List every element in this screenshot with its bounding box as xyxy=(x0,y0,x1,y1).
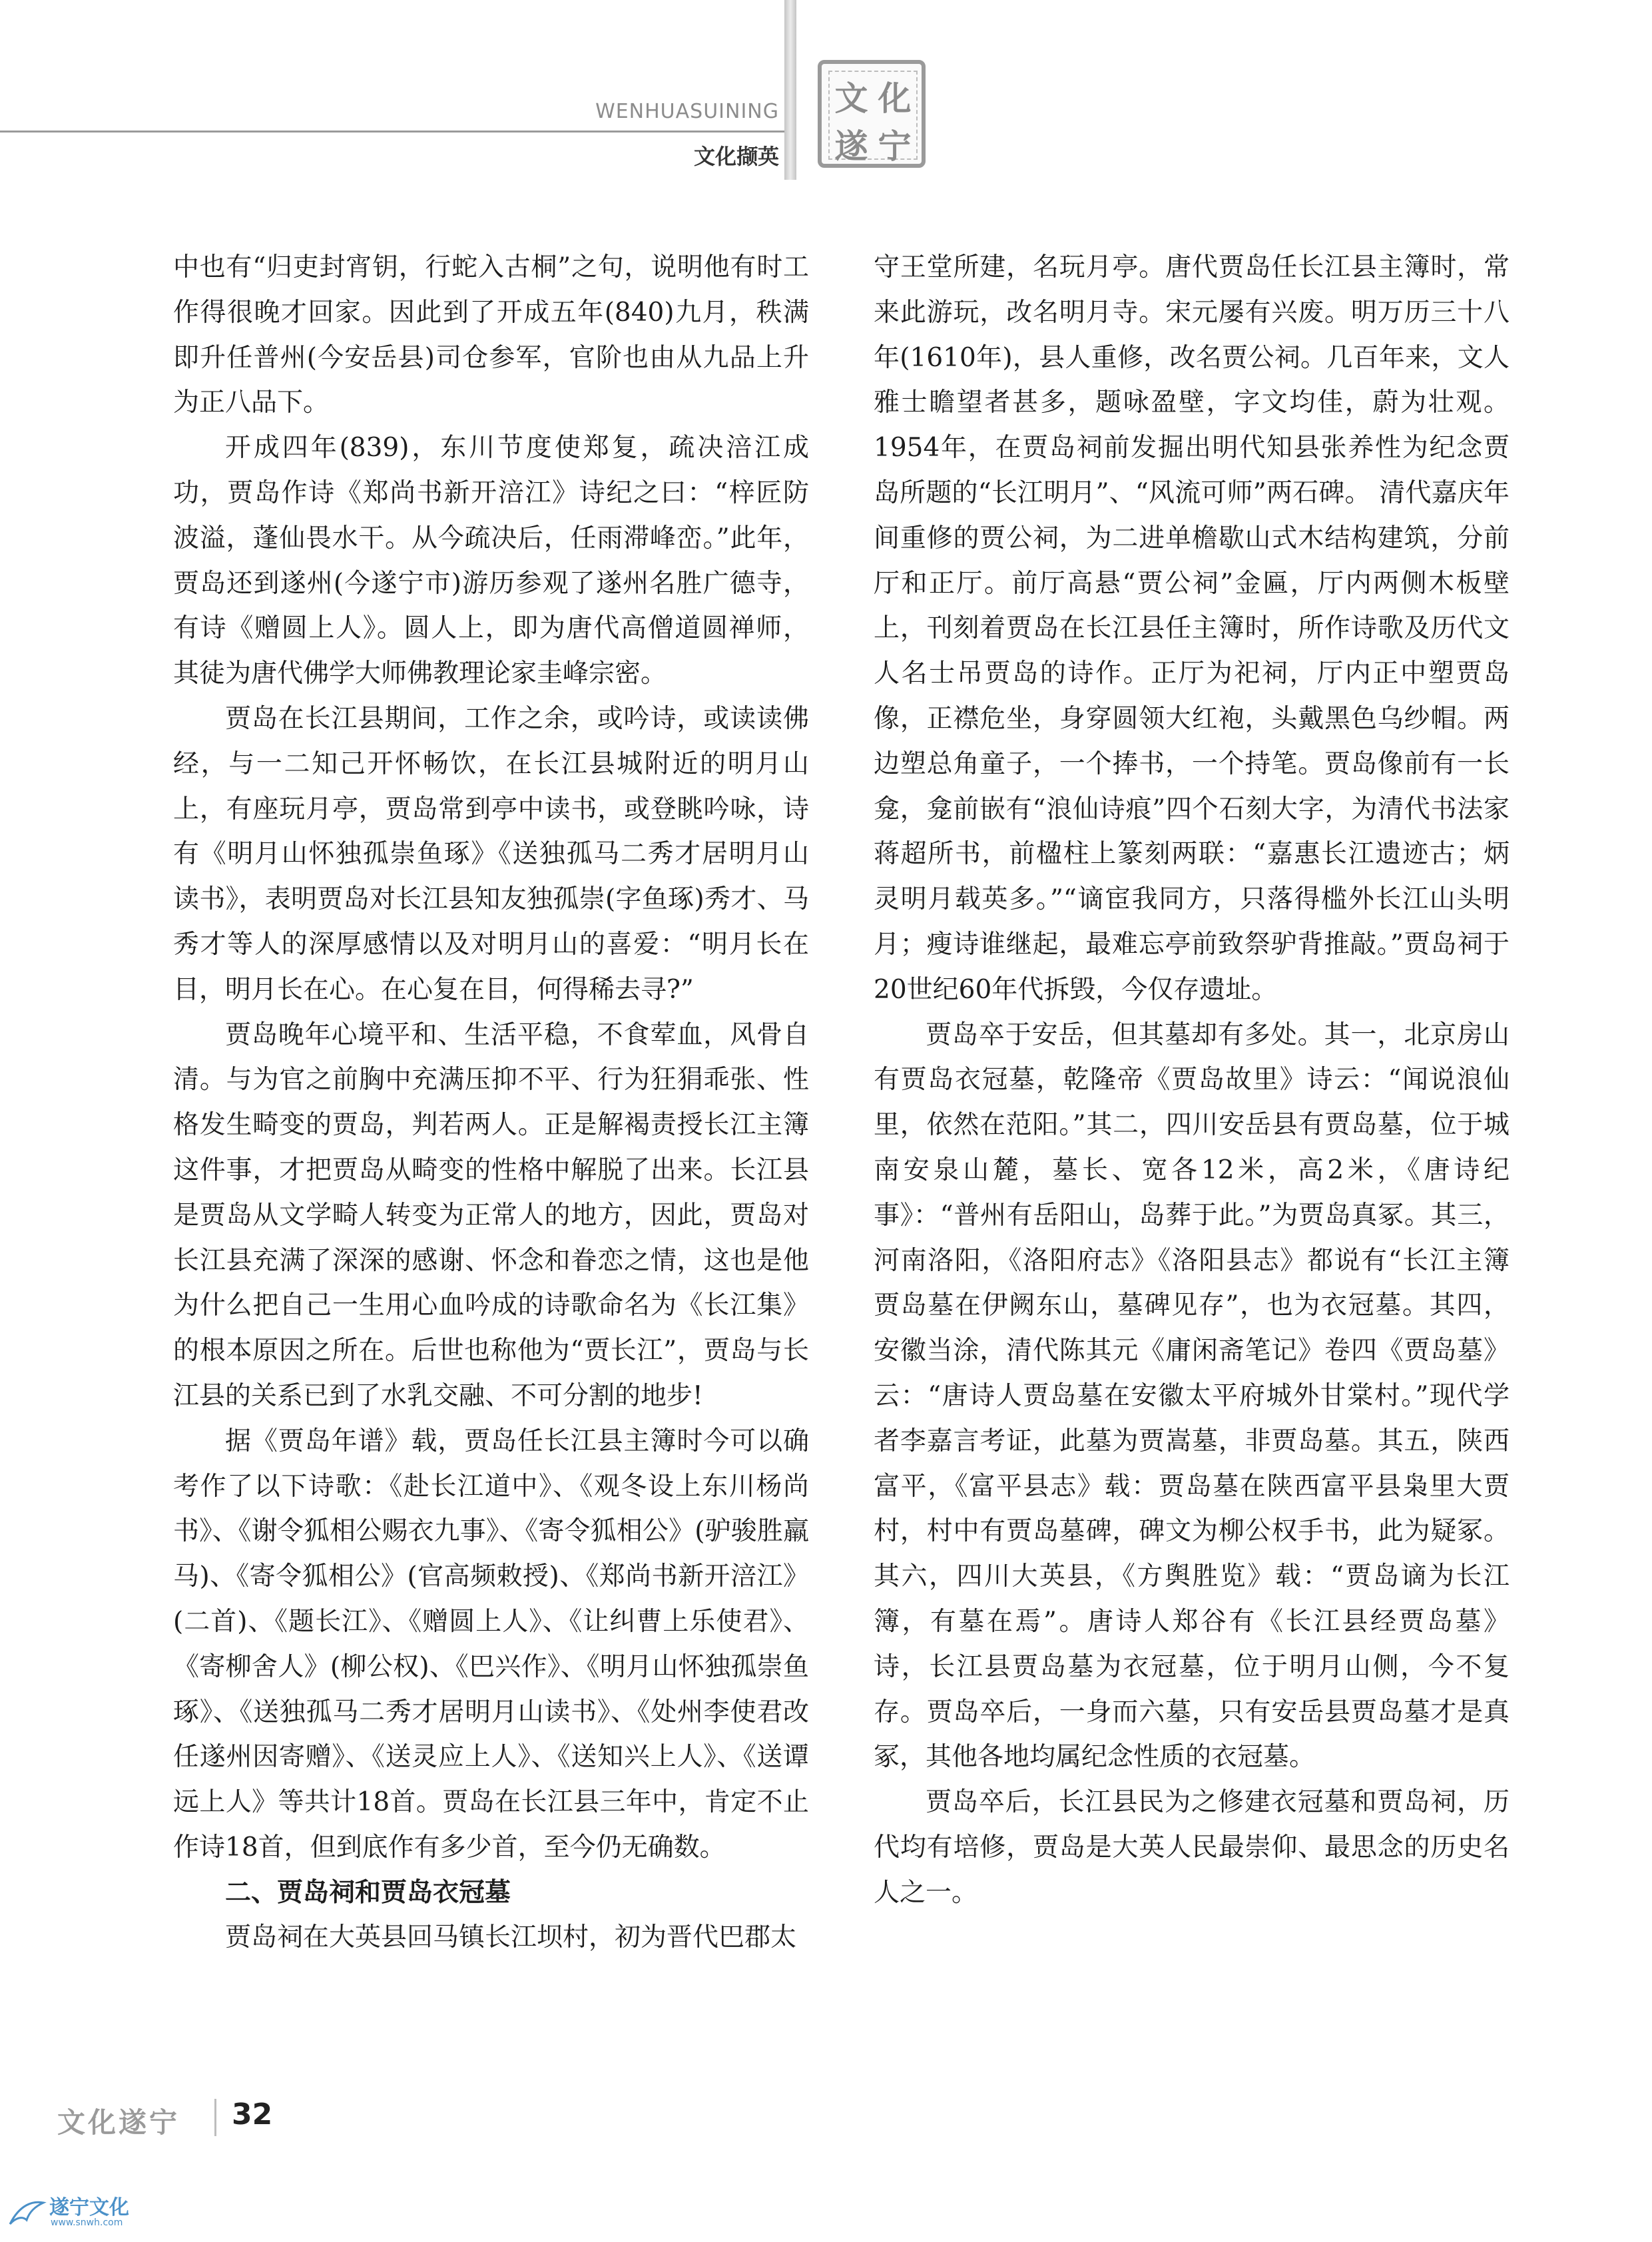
section-heading: 二、贾岛祠和贾岛衣冠墓 xyxy=(225,1876,511,1908)
paragraph: 贾岛祠在大英县回马镇长江坝村，初为晋代巴郡太 xyxy=(225,1922,797,1953)
page-number: 32 xyxy=(232,2098,273,2131)
paragraph: 据《贾岛年谱》载，贾岛任长江县主簿时今可以确考作了以下诗歌：《赴长江道中》、《观冬设上东川杨尚书》、《谢令狐相公赐衣九事》、《寄令狐相公》(驴骏胜羸马)、《寄令狐相公》(官高频敕授)、《郑尚书新开涪江》(二首)、《题长江》、《赠圆上人》、《让纠曹上乐使君》、《寄柳舍人》(柳公权)、《巴兴作》、《明月山怀独孤崇鱼琢》、《送独孤马二秀才居明月山读书》、《处州李使君改任遂州因寄赠》、《送灵应上人》、《送知兴上人》、《送谭远上人》等共计18首。贾岛在长江县三年中，肯定不止作诗18首，但到底作有多少首，至今仍无确数。 xyxy=(173,1426,809,1862)
watermark-url: www.snwh.com xyxy=(51,2217,123,2228)
seal-char: 宁 xyxy=(878,127,912,166)
paragraph: 贾岛卒于安岳，但其墓却有多处。其一，北京房山有贾岛衣冠墓，乾隆帝《贾岛故里》诗云：“闻说浪仙里，依然在范阳。”其二，四川安岳县有贾岛墓，位于城南安泉山麓，墓长、宽各12米，高2米，《唐诗纪事》：“普州有岳阳山，岛葬于此。”为贾岛真冢。其三，河南洛阳，《洛阳府志》《洛阳县志》都说有“长江主簿贾岛墓在伊阙东山，墓碑见存”，也为衣冠墓。其四，安徽当涂，清代陈其元《庸闲斋笔记》卷四《贾岛墓》云：“唐诗人贾岛墓在安徽太平府城外甘棠村。”现代学者李嘉言考证，此墓为贾嵩墓，非贾岛墓。其五，陕西富平，《富平县志》载：贾岛墓在陕西富平县枭里大贾村，村中有贾岛墓碑，碑文为柳公权手书，此为疑冢。其六，四川大英县，《方舆胜览》载：“贾岛谪为长江簿，有墓在焉”。唐诗人郑谷有《长江县经贾岛墓》诗，长江县贾岛墓为衣冠墓，位于明月山侧，今不复存。贾岛卒后，一身而六墓，只有安岳县贾岛墓才是真冢，其他各地均属纪念性质的衣冠墓。 xyxy=(874,1019,1510,1773)
seal-char: 化 xyxy=(878,79,912,118)
magazine-seal-logo xyxy=(818,60,926,168)
watermark-bird-icon xyxy=(7,2197,47,2231)
footer-divider xyxy=(214,2099,216,2136)
header-rule xyxy=(0,131,786,133)
watermark-text: 遂宁文化 xyxy=(49,2196,129,2219)
paragraph: 开成四年(839)，东川节度使郑复，疏决涪江成功，贾岛作诗《郑尚书新开涪江》诗纪之曰：“梓匠防波溢，蓬仙畏水干。从今疏决后，任雨滞峰峦。”此年，贾岛还到遂州(今遂宁市)游历参观了遂州名胜广德寺，有诗《赠圆上人》。圆人上，即为唐代高僧道圆禅师，其徒为唐代佛学大师佛教理论家圭峰宗密。 xyxy=(173,433,809,689)
article-column-right xyxy=(874,245,1510,1915)
header-divider xyxy=(784,0,796,180)
paragraph: 守王堂所建，名玩月亭。唐代贾岛任长江县主簿时，常来此游玩，改名明月寺。宋元屡有兴废。明万历三十八年(1610年)，县人重修，改名贾公祠。几百年来，文人雅士瞻望者甚多，题咏盈壁，字文均佳，蔚为壮观。1954年，在贾岛祠前发掘出明代知县张养性为纪念贾岛所题的“长江明月”、“风流可师”两石碑。 清代嘉庆年间重修的贾公祠，为二进单檐歇山式木结构建筑，分前厅和正厅。前厅高悬“贾公祠”金匾，厅内两侧木板壁上，刊刻着贾岛在长江县任主簿时，所作诗歌及历代文人名士吊贾岛的诗作。正厅为祀祠，厅内正中塑贾岛像，正襟危坐，身穿圆领大红袍，头戴黑色乌纱帽。两边塑总角童子，一个捧书，一个持笔。贾岛像前有一长龛，龛前嵌有“浪仙诗痕”四个石刻大字，为清代书法家蒋超所书，前楹柱上篆刻两联：“嘉惠长江遗迹古；炳灵明月载英多。”“谪宦我同方，只落得槛外长江山头明月；瘦诗谁继起，最难忘亭前致祭驴背推敲。”贾岛祠于20世纪60年代拆毁，今仅存遗址。 xyxy=(874,252,1510,1005)
article-column-left xyxy=(173,245,809,1960)
paragraph: 中也有“归吏封宵钥，行蛇入古桐”之句，说明他有时工作得很晚才回家。因此到了开成五年(840)九月，秩满即升任普州(今安岳县)司仓参军，官阶也由从九品上升为正八品下。 xyxy=(173,252,809,418)
footer-brand: 文化遂宁 xyxy=(57,2106,180,2139)
seal-char: 遂 xyxy=(834,127,868,166)
section-title: 文化撷英 xyxy=(693,144,779,169)
seal-char: 文 xyxy=(834,79,868,118)
paragraph: 贾岛晚年心境平和、生活平稳，不食荤血，风骨自清。与为官之前胸中充满压抑不平、行为狂狷乖张、性格发生畸变的贾岛，判若两人。正是解褐责授长江主簿这件事，才把贾岛从畸变的性格中解脱了出来。长江县是贾岛从文学畸人转变为正常人的地方，因此，贾岛对长江县充满了深深的感谢、怀念和眷恋之情，这也是他为什么把自己一生用心血吟成的诗歌命名为《长江集》的根本原因之所在。后世也称他为“贾长江”，贾岛与长江县的关系已到了水乳交融、不可分割的地步! xyxy=(173,1019,809,1411)
paragraph: 贾岛卒后，长江县民为之修建衣冠墓和贾岛祠，历代均有培修，贾岛是大英人民最崇仰、最思念的历史名人之一。 xyxy=(874,1787,1510,1908)
magazine-title-en: WENHUASUINING xyxy=(595,100,779,123)
paragraph: 贾岛在长江县期间，工作之余，或吟诗，或读读佛经，与一二知己开怀畅饮，在长江县城附近的明月山上，有座玩月亭，贾岛常到亭中读书，或登眺吟咏，诗有《明月山怀独孤崇鱼琢》《送独孤马二秀才居明月山读书》，表明贾岛对长江县知友独孤崇(字鱼琢)秀才、马秀才等人的深厚感情以及对明月山的喜爱：“明月长在目，明月长在心。在心复在目，何得稀去寻?” xyxy=(173,703,809,1005)
